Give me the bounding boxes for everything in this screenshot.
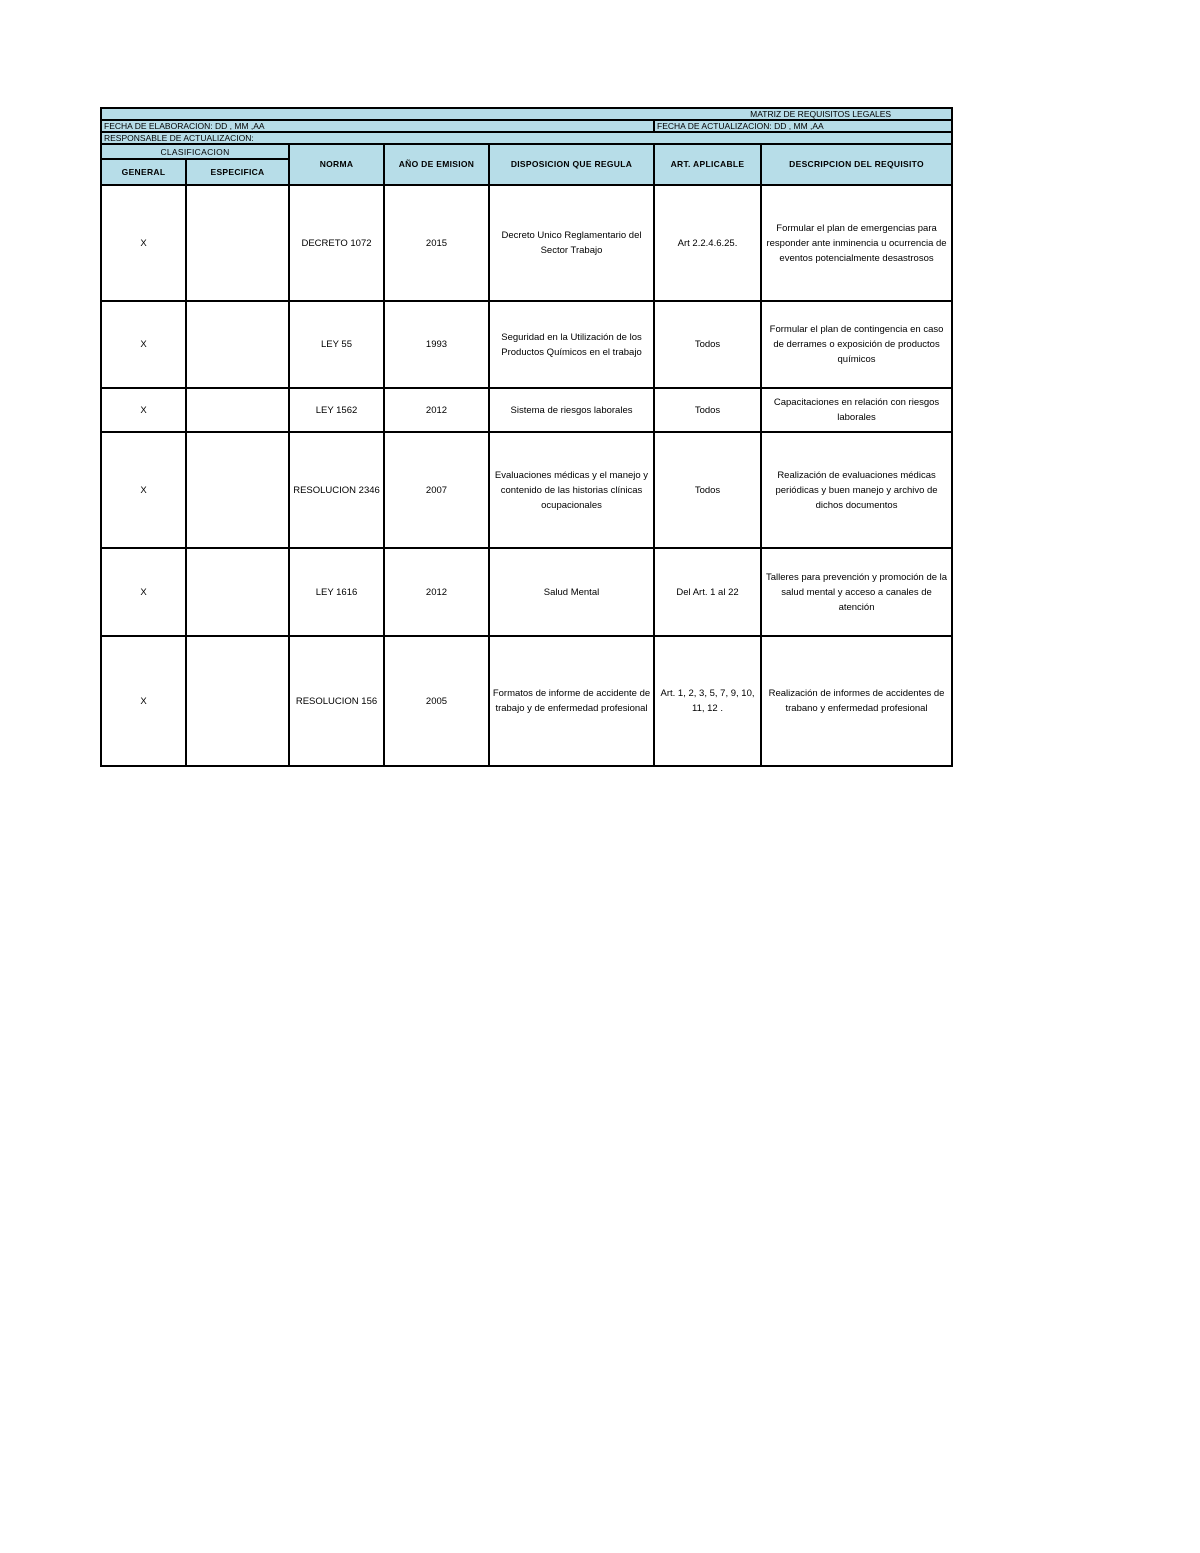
legal-requirements-sheet xyxy=(100,107,951,767)
anio-cell: 2007 xyxy=(384,432,489,548)
descripcion-cell: Capacitaciones en relación con riesgos laborales xyxy=(761,388,952,432)
fecha-elaboracion: FECHA DE ELABORACION: DD , MM ,AA xyxy=(101,120,654,132)
especifica-cell xyxy=(186,432,289,548)
art-cell: Todos xyxy=(654,432,761,548)
especifica-cell xyxy=(186,388,289,432)
descripcion-header: DESCRIPCION DEL REQUISITO xyxy=(761,144,952,185)
general-header: GENERAL xyxy=(101,159,186,185)
disposicion-cell: Decreto Unico Reglamentario del Sector Trabajo xyxy=(489,185,654,301)
disposicion-cell: Evaluaciones médicas y el manejo y contenido de las historias clínicas ocupacionales xyxy=(489,432,654,548)
especifica-cell xyxy=(186,301,289,388)
norma-cell: LEY 55 xyxy=(289,301,384,388)
general-cell: X xyxy=(101,388,186,432)
descripcion-cell: Talleres para prevención y promoción de la salud mental y acceso a canales de atención xyxy=(761,548,952,636)
art-cell: Todos xyxy=(654,301,761,388)
disposicion-cell: Seguridad en la Utilización de los Productos Químicos en el trabajo xyxy=(489,301,654,388)
norma-cell: LEY 1616 xyxy=(289,548,384,636)
descripcion-cell: Realización de evaluaciones médicas periódicas y buen manejo y archivo de dichos documentos xyxy=(761,432,952,548)
anio-cell: 2012 xyxy=(384,548,489,636)
art-cell: Art. 1, 2, 3, 5, 7, 9, 10, 11, 12 . xyxy=(654,636,761,766)
table-row xyxy=(101,301,952,388)
fecha-actualizacion: FECHA DE ACTUALIZACION: DD , MM ,AA xyxy=(654,120,952,132)
especifica-cell xyxy=(186,548,289,636)
especifica-cell xyxy=(186,185,289,301)
norma-cell: RESOLUCION 156 xyxy=(289,636,384,766)
general-cell: X xyxy=(101,185,186,301)
column-header-row-1 xyxy=(101,144,952,159)
art-header: ART. APLICABLE xyxy=(654,144,761,185)
norma-cell: DECRETO 1072 xyxy=(289,185,384,301)
disposicion-cell: Formatos de informe de accidente de trabajo y de enfermedad profesional xyxy=(489,636,654,766)
anio-cell: 2015 xyxy=(384,185,489,301)
norma-cell: LEY 1562 xyxy=(289,388,384,432)
table-row xyxy=(101,432,952,548)
anio-header: AÑO DE EMISION xyxy=(384,144,489,185)
descripcion-cell: Formular el plan de emergencias para responder ante inminencia u ocurrencia de eventos potencialmente desastrosos xyxy=(761,185,952,301)
disposicion-cell: Salud Mental xyxy=(489,548,654,636)
descripcion-cell: Realización de informes de accidentes de trabano y enfermedad profesional xyxy=(761,636,952,766)
art-cell: Art 2.2.4.6.25. xyxy=(654,185,761,301)
art-cell: Del Art. 1 al 22 xyxy=(654,548,761,636)
norma-header: NORMA xyxy=(289,144,384,185)
anio-cell: 2005 xyxy=(384,636,489,766)
general-cell: X xyxy=(101,432,186,548)
clasificacion-header: CLASIFICACION xyxy=(101,144,289,159)
table-row xyxy=(101,388,952,432)
disposicion-cell: Sistema de riesgos laborales xyxy=(489,388,654,432)
responsable-row xyxy=(101,132,952,144)
responsable-actualizacion: RESPONSABLE DE ACTUALIZACION: xyxy=(101,132,952,144)
norma-cell: RESOLUCION 2346 xyxy=(289,432,384,548)
matrix-title: MATRIZ DE REQUISITOS LEGALES xyxy=(101,108,952,120)
table-row xyxy=(101,636,952,766)
table-row xyxy=(101,185,952,301)
descripcion-cell: Formular el plan de contingencia en caso de derrames o exposición de productos químicos xyxy=(761,301,952,388)
dates-row xyxy=(101,120,952,132)
especifica-cell xyxy=(186,636,289,766)
title-row xyxy=(101,108,952,120)
general-cell: X xyxy=(101,301,186,388)
general-cell: X xyxy=(101,548,186,636)
requirements-matrix-table xyxy=(100,107,953,767)
general-cell: X xyxy=(101,636,186,766)
anio-cell: 1993 xyxy=(384,301,489,388)
disposicion-header: DISPOSICION QUE REGULA xyxy=(489,144,654,185)
art-cell: Todos xyxy=(654,388,761,432)
especifica-header: ESPECIFICA xyxy=(186,159,289,185)
table-row xyxy=(101,548,952,636)
anio-cell: 2012 xyxy=(384,388,489,432)
